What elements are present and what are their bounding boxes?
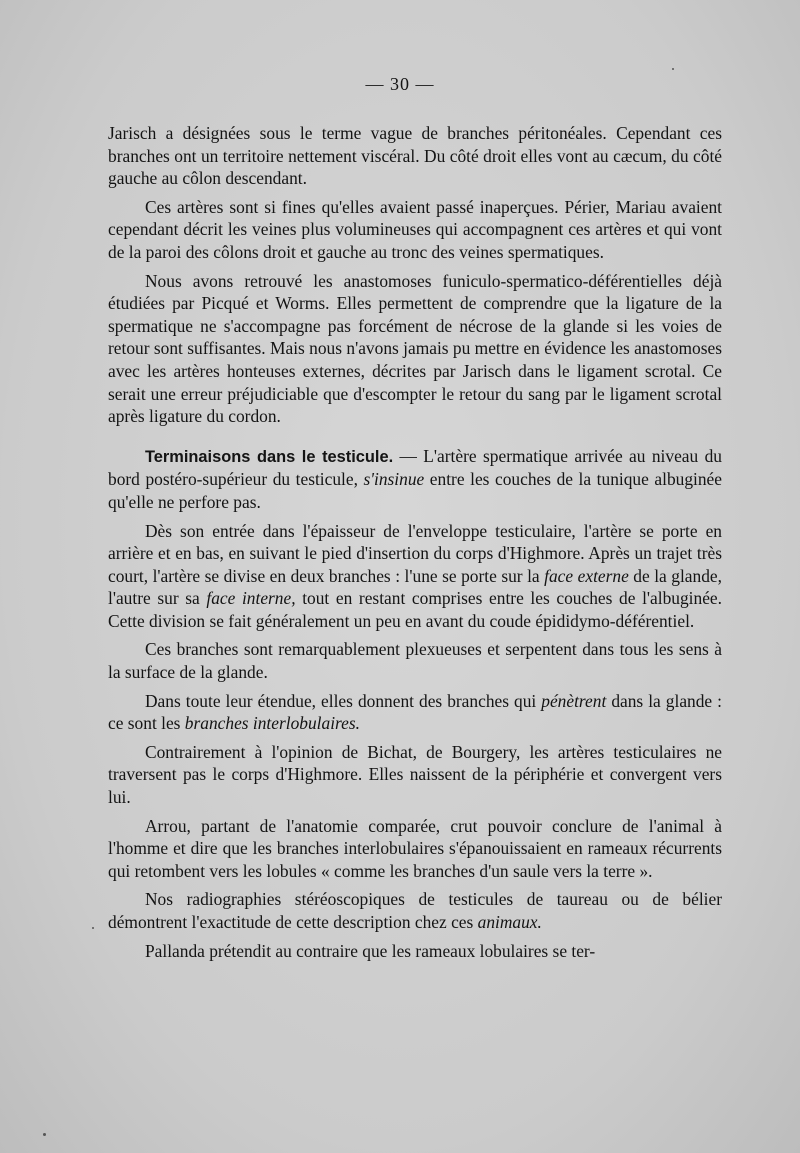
text-segment: Contrairement à l'opinion de Bichat, de Bourgery, les artères testiculaires ne traversent pas le corps d'Highmore. Elles naissent de la périphérie et convergent vers lui. bbox=[108, 741, 722, 808]
paragraph bbox=[108, 741, 722, 809]
scan-speck bbox=[672, 68, 674, 70]
paragraph bbox=[108, 196, 722, 264]
text-segment: dans la glande : ce sont les bbox=[108, 690, 722, 734]
italic-segment: animaux. bbox=[477, 912, 542, 932]
scan-speck bbox=[92, 927, 94, 929]
paragraph bbox=[108, 815, 722, 883]
section-heading: Terminaisons dans le testicule. bbox=[145, 447, 394, 466]
text-segment: Ces artères sont si fines qu'elles avaient passé inaperçues. Périer, Mariau avaient cependant décrit les veines plus volumineuses qui accompagnent ces artères et qui vont de la paroi des côlons droit et gauche au tronc des veines spermatiques. bbox=[108, 196, 722, 262]
paragraph bbox=[108, 940, 722, 963]
body-text bbox=[108, 122, 722, 968]
paragraph bbox=[108, 638, 722, 683]
italic-segment: face interne, bbox=[206, 588, 296, 609]
paragraph bbox=[108, 122, 722, 190]
paragraph bbox=[108, 520, 722, 633]
text-segment: Pallanda prétendit au contraire que les rameaux lobulaires se ter- bbox=[145, 940, 596, 961]
paragraph bbox=[108, 270, 722, 428]
italic-segment: s'insinue bbox=[363, 469, 425, 490]
text-segment: Nous avons retrouvé les anastomoses funiculo-spermatico-déférentielles déjà étudiées par Picqué et Worms. Elles permettent de comprendre que la ligature de la spermatique ne s'accompagne pas forcément de nécrose de la glande si les voies de retour sont suffisantes. Mais nous n'avons jamais pu mettre en évidence les anastomoses avec les artères honteuses externes, décrites par Jarisch dans le ligament scrotal. Ce serait une erreur préjudiciable que d'escompter le retour du sang par le ligament scrotal après ligature du cordon. bbox=[108, 270, 722, 427]
paragraph bbox=[108, 888, 722, 933]
text-segment: Arrou, partant de l'anatomie comparée, crut pouvoir conclure de l'animal à l'homme et dire que les branches interlobulaires s'épanouissaient en rameaux récurrents qui retombent vers les lobules « comme les branches d'un saule vers la terre ». bbox=[108, 815, 722, 881]
paragraph bbox=[108, 690, 722, 735]
italic-segment: branches interlobulaires. bbox=[184, 713, 360, 734]
text-segment: Nos radiographies stéréoscopiques de testicules de taureau ou de bélier démontrent l'exactitude de cette description chez ces bbox=[108, 889, 722, 932]
text-segment: de la glande, l'autre sur sa bbox=[108, 565, 722, 609]
italic-segment: face externe bbox=[544, 565, 629, 586]
text-segment: tout en restant comprises entre les couches de l'albuginée. Cette division se fait généralement un peu en avant du coude épididymo-déférentiel. bbox=[108, 588, 722, 631]
text-segment: entre les couches de la tunique albuginée qu'elle ne perfore pas. bbox=[108, 469, 722, 512]
section-paragraph bbox=[108, 445, 722, 514]
page-number: — 30 — bbox=[365, 74, 435, 94]
scan-speck bbox=[43, 1133, 46, 1136]
text-segment: Dans toute leur étendue, elles donnent des branches qui bbox=[145, 690, 542, 711]
text-segment: Ces branches sont remarquablement plexueuses et serpentent dans tous les sens à la surface de la glande. bbox=[108, 639, 722, 683]
italic-segment: pénètrent bbox=[541, 690, 607, 711]
text-segment: Dès son entrée dans l'épaisseur de l'enveloppe testiculaire, l'artère se porte en arrière et en bas, en suivant le pied d'insertion du corps d'Highmore. Après un trajet très court, l'artère se divise en deux branches : l'une se porte sur la bbox=[108, 520, 722, 586]
text-segment: — L'artère spermatique arrivée au niveau du bord postéro-supérieur du testicule, bbox=[108, 445, 722, 490]
text-segment: Jarisch a désignées sous le terme vague de branches péritonéales. Cependant ces branches ont un territoire nettement viscéral. Du côté droit elles vont au cæcum, du côté gauche au côlon descendant. bbox=[108, 123, 722, 189]
